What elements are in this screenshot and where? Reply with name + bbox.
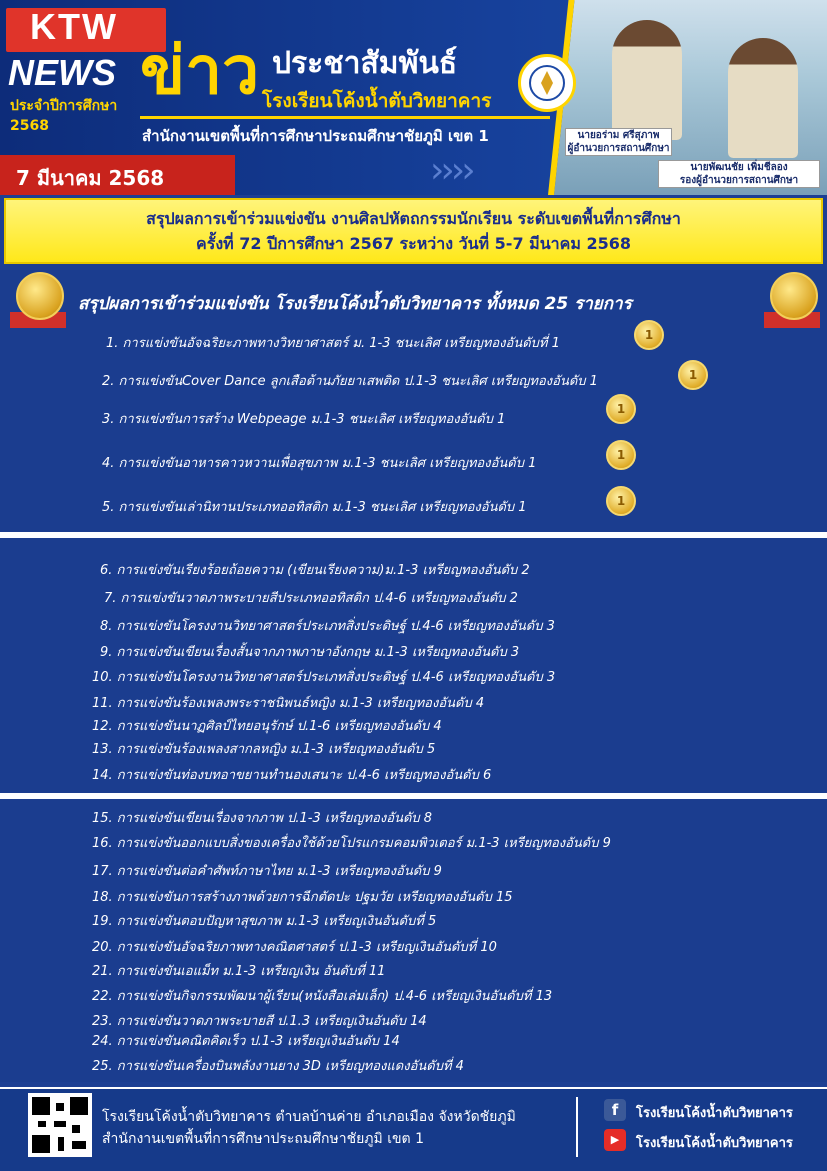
- news-date: 7 มีนาคม 2568: [16, 166, 165, 190]
- result-item: 12. การแข่งขันนาฏศิลป์ไทยอนุรักษ์ ป.1-6 เหรียญทองอันดับ 4: [92, 719, 442, 734]
- result-item: 22. การแข่งขันกิจกรรมพัฒนาผู้เรียน(หนังสือเล่มเล็ก) ป.4-6 เหรียญเงินอันดับที่ 13: [92, 989, 553, 1004]
- result-item: 11. การแข่งขันร้องเพลงพระราชนิพนธ์หญิง ม.1-3 เหรียญทองอันดับ 4: [92, 696, 485, 711]
- footer-separator: [576, 1097, 578, 1157]
- gold-medal-icon: 1: [606, 394, 636, 424]
- result-item: 5. การแข่งขันเล่านิทานประเภทออทิสติก ม.1-3 ชนะเลิศ เหรียญทองอันดับ 1: [102, 500, 527, 515]
- result-item: 18. การแข่งขันการสร้างภาพด้วยการฉีกตัดปะ ปฐมวัย เหรียญทองอันดับ 15: [92, 890, 513, 905]
- event-banner: [4, 198, 823, 264]
- footer-office: สำนักงานเขตพื้นที่การศึกษาประถมศึกษาชัยภูมิ เขต 1: [102, 1131, 425, 1147]
- result-item: 23. การแข่งขันวาดภาพระบายสี ป.1.3 เหรียญเงินอันดับ 14: [92, 1014, 427, 1029]
- news-heading: ข่าว: [140, 35, 260, 108]
- header-underline: [140, 116, 550, 119]
- gold-medal-icon: 1: [634, 320, 664, 350]
- facebook-icon[interactable]: f: [604, 1099, 626, 1121]
- chevron-right-icon: ››››: [430, 150, 472, 191]
- event-title-line1: สรุปผลการเข้าร่วมแข่งขัน งานศิลปหัตถกรรมนักเรียน ระดับเขตพื้นที่การศึกษา: [146, 209, 681, 228]
- pr-heading: ประชาสัมพันธ์: [272, 46, 458, 81]
- deputy-name: นายพัฒนชัย เพิ่มชีลอง: [690, 162, 788, 173]
- director-name: นายอร่าม ศรีสุภาพ: [577, 130, 660, 141]
- result-item: 16. การแข่งขันออกแบบสิ่งของเครื่องใช้ด้วยโปรแกรมคอมพิวเตอร์ ม.1-3 เหรียญทองอันดับ 9: [92, 836, 611, 851]
- result-item: 14. การแข่งขันท่องบทอาขยานทำนองเสนาะ ป.4-6 เหรียญทองอันดับ 6: [92, 768, 492, 783]
- director-name-tag: [565, 128, 672, 156]
- deputy-name-tag: [658, 160, 820, 188]
- youtube-icon[interactable]: ▶: [604, 1129, 626, 1151]
- gold-medal-icon: 1: [678, 360, 708, 390]
- result-item: 20. การแข่งขันอัจฉริยภาพทางคณิตศาสตร์ ป.1-3 เหรียญเงินอันดับที่ 10: [92, 940, 497, 955]
- result-item: 4. การแข่งขันอาหารคาวหวานเพื่อสุขภาพ ม.1-3 ชนะเลิศ เหรียญทองอันดับ 1: [102, 456, 537, 471]
- obec-seal-icon: [518, 54, 576, 112]
- result-item: 8. การแข่งขันโครงงานวิทยาศาสตร์ประเภทสิ่งประดิษฐ์ ป.4-6 เหรียญทองอันดับ 3: [100, 619, 555, 634]
- gold-medal-icon: 1: [606, 486, 636, 516]
- gold-medal-icon: [770, 272, 818, 320]
- summary-heading: สรุปผลการเข้าร่วมแข่งขัน โรงเรียนโค้งน้ำตับวิทยาคาร ทั้งหมด 25 รายการ: [78, 294, 632, 314]
- result-item: 19. การแข่งขันตอบปัญหาสุขภาพ ม.1-3 เหรียญเงินอันดับที่ 5: [92, 914, 437, 929]
- director-photo: [612, 20, 682, 140]
- result-item: 1. การแข่งขันอัจฉริยะภาพทางวิทยาศาสตร์ ม. 1-3 ชนะเลิศ เหรียญทองอันดับที่ 1: [106, 336, 560, 351]
- office-name: สำนักงานเขตพื้นที่การศึกษาประถมศึกษาชัยภูมิ เขต 1: [142, 127, 489, 145]
- header-banner: [0, 0, 827, 195]
- result-item: 21. การแข่งขันเอแม็ท ม.1-3 เหรียญเงิน อันดับที่ 11: [92, 964, 386, 979]
- result-item: 25. การแข่งขันเครื่องบินพลังงานยาง 3D เหรียญทองแดงอันดับที่ 4: [92, 1059, 464, 1074]
- academic-year-label: ประจำปีการศึกษา 2568: [10, 98, 118, 134]
- director-title: ผู้อำนวยการสถานศึกษา: [567, 143, 670, 154]
- result-item: 24. การแข่งขันคณิตคิดเร็ว ป.1-3 เหรียญเงินอันดับ 14: [92, 1034, 400, 1049]
- result-item: 13. การแข่งขันร้องเพลงสากลหญิง ม.1-3 เหรียญทองอันดับ 5: [92, 742, 436, 757]
- footer-address: โรงเรียนโค้งน้ำตับวิทยาคาร ตำบลบ้านค่าย อำเภอเมือง จังหวัดชัยภูมิ: [102, 1109, 516, 1125]
- event-title-line2: ครั้งที่ 72 ปีการศึกษา 2567 ระหว่าง วันที่ 5-7 มีนาคม 2568: [196, 234, 631, 253]
- youtube-link[interactable]: โรงเรียนโค้งน้ำตับวิทยาคาร: [636, 1136, 793, 1151]
- deputy-photo: [728, 38, 798, 158]
- result-item: 15. การแข่งขันเขียนเรื่องจากภาพ ป.1-3 เหรียญทองอันดับ 8: [92, 811, 433, 826]
- result-item: 17. การแข่งขันต่อคำศัพท์ภาษาไทย ม.1-3 เหรียญทองอันดับ 9: [92, 864, 442, 879]
- facebook-link[interactable]: โรงเรียนโค้งน้ำตับวิทยาคาร: [636, 1106, 793, 1121]
- gold-medal-icon: 1: [606, 440, 636, 470]
- deputy-title: รองผู้อำนวยการสถานศึกษา: [679, 175, 799, 186]
- result-item: 3. การแข่งขันการสร้าง Webpeage ม.1-3 ชนะเลิศ เหรียญทองอันดับ 1: [102, 412, 506, 427]
- result-item: 6. การแข่งขันเรียงร้อยถ้อยความ (เขียนเรียงความ)ม.1-3 เหรียญทองอันดับ 2: [100, 563, 530, 578]
- news-logo-text: NEWS: [8, 52, 116, 93]
- result-item: 10. การแข่งขันโครงงานวิทยาศาสตร์ประเภทสิ่งประดิษฐ์ ป.4-6 เหรียญทองอันดับ 3: [92, 670, 556, 685]
- result-item: 7. การแข่งขันวาดภาพระบายสีประเภทออทิสติก ป.4-6 เหรียญทองอันดับ 2: [104, 591, 518, 606]
- ktw-logo-text: KTW: [30, 6, 118, 47]
- gold-medal-icon: [16, 272, 64, 320]
- qr-code-icon[interactable]: [28, 1093, 92, 1157]
- school-name: โรงเรียนโค้งน้ำตับวิทยาคาร: [262, 90, 492, 112]
- result-item: 9. การแข่งขันเขียนเรื่องสั้นจากภาพภาษาอังกฤษ ม.1-3 เหรียญทองอันดับ 3: [100, 645, 520, 660]
- result-item: 2. การแข่งขันCover Dance ลูกเสือต้านภัยยาเสพติด ป.1-3 ชนะเลิศ เหรียญทองอันดับ 1: [102, 374, 598, 389]
